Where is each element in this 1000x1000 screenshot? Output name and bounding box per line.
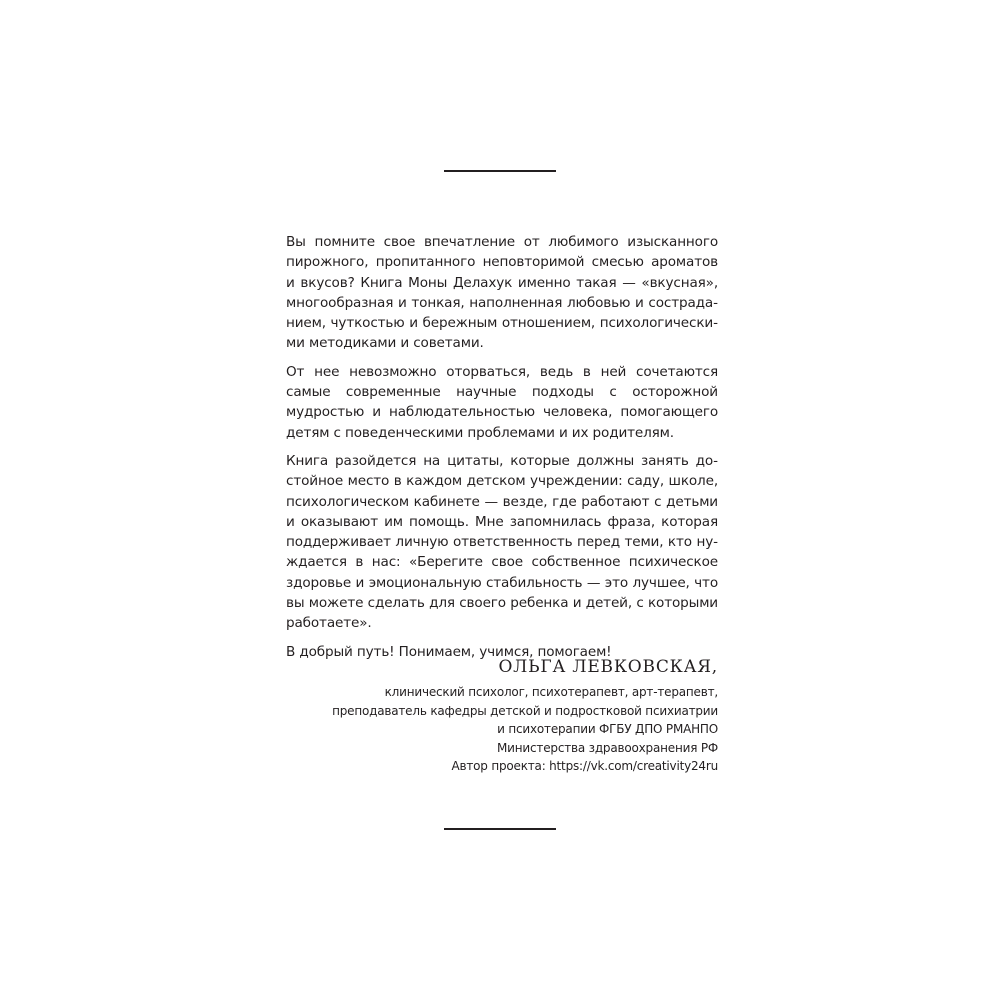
author-project-link: Автор проекта: https://vk.com/creativity24ru — [451, 759, 718, 774]
paragraph-3: Книга разойдется на цитаты, которые должны занять достойное место в каждом детском учреждении: саду, школе, психологическом кабинете — везде, где работают с детьми и оказывают им помощь. Мне запомнилась фраза, которая поддерживает личную ответственность перед теми, кто нуждается в нас: «Берегите свое собственное психическое здоровье и эмоциональную стабильность — это лучшее, что вы можете сделать для своего ребенка и детей, с которыми работаете». — [286, 452, 718, 632]
paragraph-2: От нее невозможно оторваться, ведь в ней сочетаются самые современные научные подходы с осторожной мудростью и наблюдательностью человека, помогающего детям с поведенческими проблемами и их родителям. — [286, 363, 718, 441]
bottom-divider — [444, 828, 556, 830]
top-divider — [444, 170, 556, 172]
author-credential-4: Министерства здравоохранения РФ — [497, 740, 718, 755]
author-signature — [286, 655, 718, 776]
author-credential-1: клинический психолог, психотерапевт, арт-терапевт, — [384, 685, 718, 699]
author-name: ОЛЬГА ЛЕВКОВСКАЯ, — [498, 657, 718, 677]
review-text — [286, 232, 718, 670]
author-credential-3: и психотерапии ФГБУ ДПО РМАНПО — [497, 722, 718, 737]
paragraph-4: В добрый путь! Понимаем, учимся, помогаем! — [286, 643, 612, 660]
paragraph-1: Вы помните свое впечатление от любимого изысканного пирожного, пропитанного неповторимой смесью ароматов и вкусов? Книга Моны Делахук именно такая — «вкусная», многообразная и тонкая, наполненная любовью и состраданием, чуткостью и бережным отношением, психологическими методиками и советами. — [286, 234, 718, 352]
author-credential-2: преподаватель кафедры детской и подростковой психиатрии — [332, 703, 718, 718]
